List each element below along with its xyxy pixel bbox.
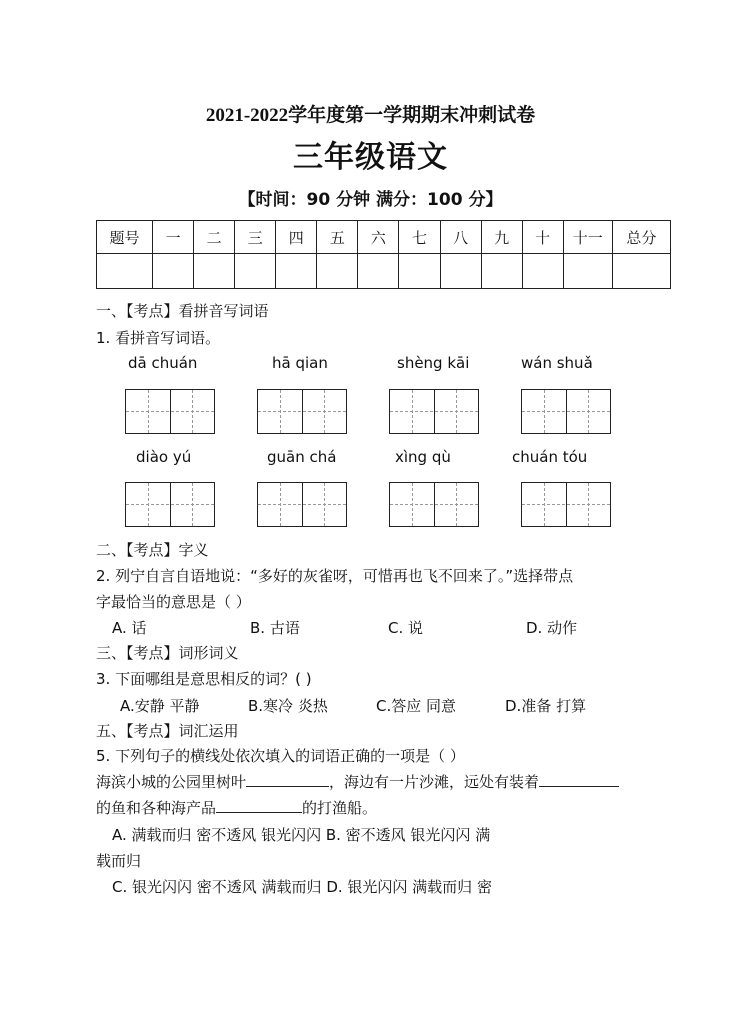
score-cell[interactable] [194,254,235,289]
option-row-ab-continued: 载而归 [96,852,142,870]
sentence-text: 的鱼和各种海产品 [96,799,217,817]
score-cell[interactable] [563,254,612,289]
score-cell[interactable] [317,254,358,289]
question-5: 5. 下列句子的横线处依次填入的词语正确的一项是（ ） [96,747,465,765]
score-header-cell: 总分 [612,221,670,254]
score-table-header-row [97,221,671,254]
score-cell[interactable] [97,254,153,289]
section-heading-word-form: 三、【考点】词形词义 [96,644,239,662]
score-header-cell: 九 [481,221,522,254]
option-row-ab[interactable]: A. 满载而归 密不透风 银光闪闪 B. 密不透风 银光闪闪 满 [112,826,491,844]
question-1: 1. 看拼音写词语。 [96,329,221,347]
question-3: 3. 下面哪组是意思相反的词？( ) [96,670,312,688]
option-c[interactable]: C.答应 同意 [376,697,457,715]
pinyin-label: hā qian [272,354,328,372]
score-header-cell: 十一 [563,221,612,254]
option-d[interactable]: D. 动作 [526,619,578,637]
option-d[interactable]: D.准备 打算 [505,697,587,715]
score-table [96,220,671,289]
pinyin-label: diào yú [136,448,192,466]
writing-grid[interactable] [389,389,479,434]
pinyin-label: xìng qù [395,448,451,466]
sentence-text: 海滨小城的公园里树叶 [96,773,247,791]
score-cell[interactable] [235,254,276,289]
score-header-cell: 八 [440,221,481,254]
score-header-cell: 一 [153,221,194,254]
score-table-blank-row [97,254,671,289]
score-header-cell: 五 [317,221,358,254]
sentence-text: ，海边有一片沙滩，远处有装着 [329,773,540,791]
pinyin-label: guān chá [267,448,337,466]
exam-title: 2021-2022学年度第一学期期末冲刺试卷 [205,105,536,126]
section-heading-vocab: 五、【考点】词汇运用 [96,722,239,740]
option-b[interactable]: B. 古语 [250,619,300,637]
writing-grid[interactable] [257,482,347,527]
question-2-line2: 字最恰当的意思是（ ） [96,593,251,611]
option-a[interactable]: A. 话 [112,619,147,637]
writing-grid[interactable] [125,482,215,527]
option-a[interactable]: A.安静 平静 [120,697,200,715]
pinyin-label: chuán tóu [512,448,588,466]
score-header-cell: 题号 [97,221,153,254]
question-5-sentence-line2 [96,797,377,818]
score-cell[interactable] [440,254,481,289]
score-cell[interactable] [399,254,440,289]
option-c[interactable]: C. 说 [388,619,424,637]
writing-grid[interactable] [521,482,611,527]
time-score-info: 【时间：90 分钟 满分：100 分】 [238,190,503,210]
score-header-cell: 七 [399,221,440,254]
writing-grid[interactable] [125,389,215,434]
score-cell[interactable] [522,254,563,289]
score-header-cell: 六 [358,221,399,254]
question-5-sentence-line1 [96,771,619,792]
subject-title: 三年级语文 [293,140,448,175]
score-header-cell: 二 [194,221,235,254]
score-cell[interactable] [612,254,670,289]
score-cell[interactable] [481,254,522,289]
option-row-cd[interactable]: C. 银光闪闪 密不透风 满载而归 D. 银光闪闪 满载而归 密 [112,878,492,896]
writing-grid[interactable] [389,482,479,527]
section-heading-meaning: 二、【考点】字义 [96,541,209,559]
score-cell[interactable] [276,254,317,289]
option-b[interactable]: B.寒冷 炎热 [248,697,328,715]
fill-blank[interactable] [539,772,619,787]
score-header-cell: 三 [235,221,276,254]
question-2-line1: 2. 列宁自言自语地说：“多好的灰雀呀，可惜再也飞不回来了。”选择带点 [96,567,574,585]
pinyin-label: shèng kāi [397,354,470,372]
writing-grid[interactable] [521,389,611,434]
score-cell[interactable] [153,254,194,289]
score-header-cell: 四 [276,221,317,254]
section-heading-pinyin: 一、【考点】看拼音写词语 [96,302,269,320]
pinyin-label: dā chuán [128,354,198,372]
fill-blank[interactable] [246,772,329,787]
fill-blank[interactable] [216,798,302,813]
sentence-text: 的打渔船。 [302,799,378,817]
writing-grid[interactable] [257,389,347,434]
score-header-cell: 十 [522,221,563,254]
score-cell[interactable] [358,254,399,289]
pinyin-label: wán shuǎ [521,354,593,372]
